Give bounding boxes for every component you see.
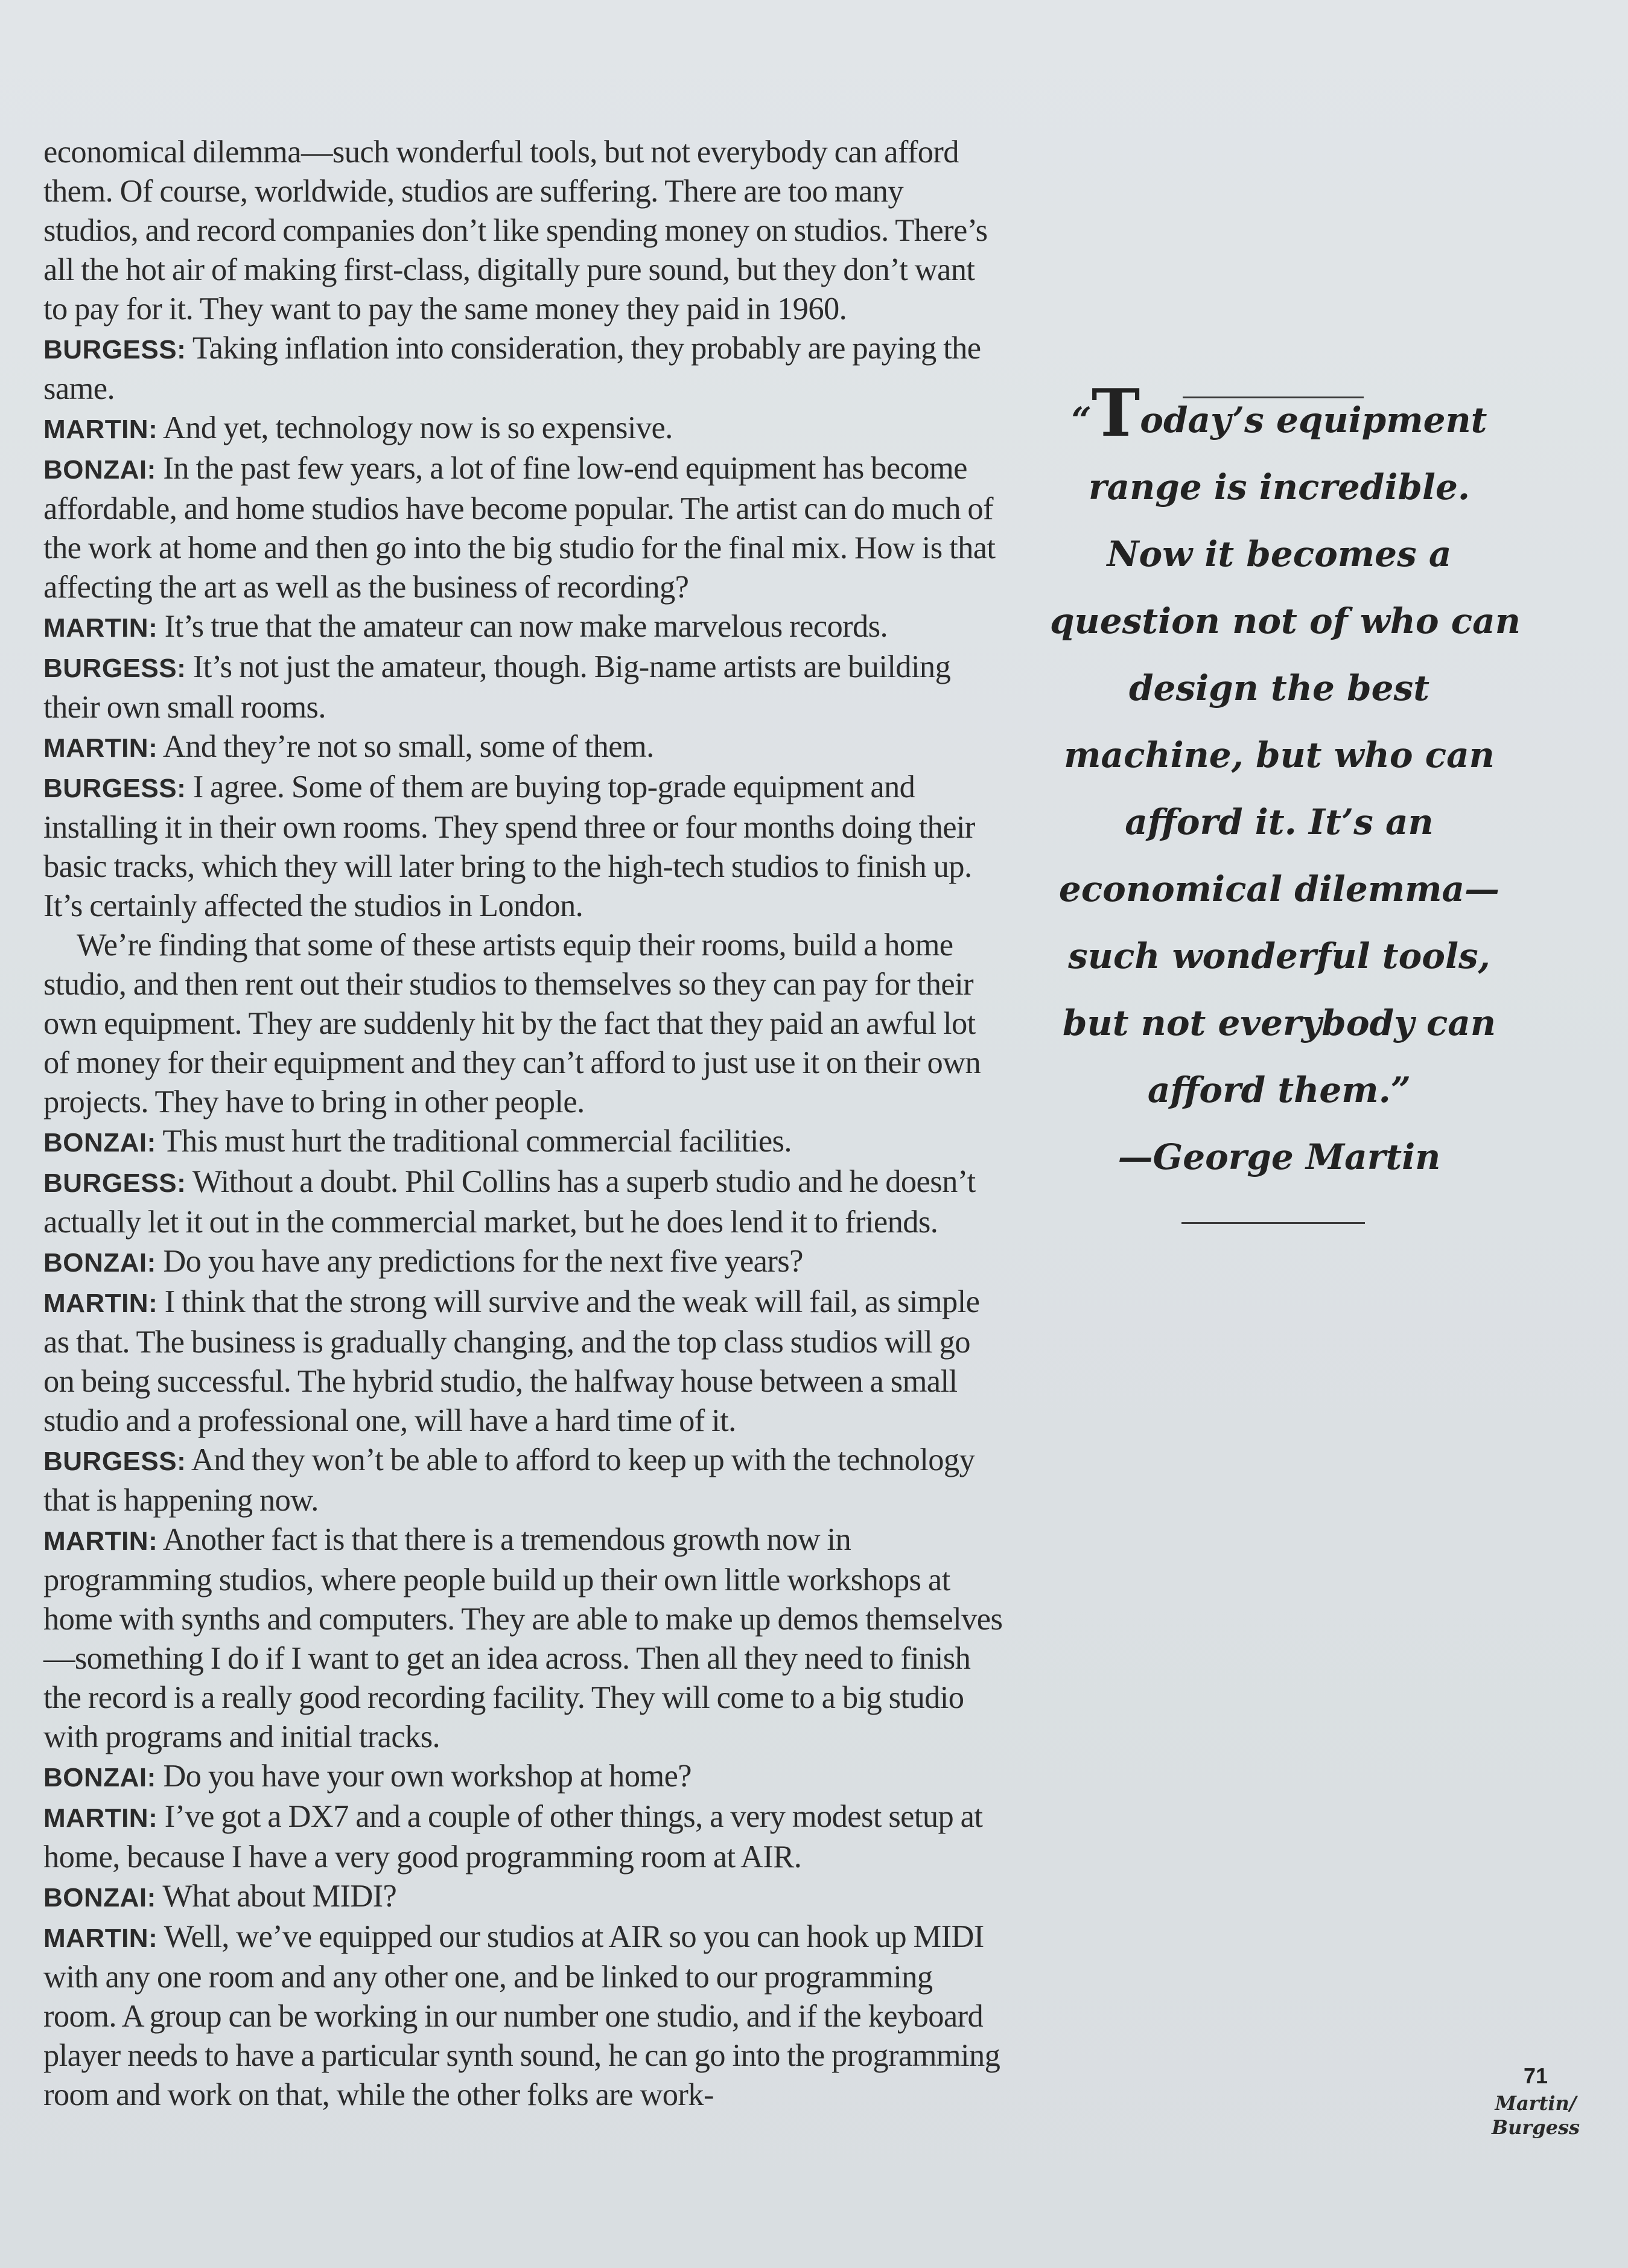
pull-quote-line: but not everybody can <box>1062 1002 1496 1043</box>
paragraph <box>43 329 1003 409</box>
pull-quote-bottom-rule <box>1181 1222 1365 1224</box>
page-folio <box>1472 2061 1599 2139</box>
pull-quote-line: economical dilemma— <box>1058 868 1500 909</box>
speaker-label: MARTIN: <box>43 1803 158 1833</box>
speaker-label: BONZAI: <box>43 1763 156 1792</box>
paragraph-text: And yet, technology now is so expensive. <box>157 410 673 445</box>
speaker-label: MARTIN: <box>43 733 158 763</box>
paragraph-text: And they won’t be able to afford to keep up with the technology that is happening now. <box>43 1442 975 1518</box>
paragraph-text: I think that the strong will survive and the weak will fail, as simple as that. The business is gradually changing, and the top class studios will go on being successful. The hybrid studio, the halfway house between a small studio and a professional one, will have a hard time of it. <box>43 1284 980 1438</box>
paragraph <box>43 1797 1003 1877</box>
speaker-label: MARTIN: <box>43 1526 158 1556</box>
speaker-label: BURGESS: <box>43 335 186 365</box>
speaker-label: MARTIN: <box>43 415 158 444</box>
drop-initial: T <box>1091 375 1140 451</box>
pull-quote-line: afford it. It’s an <box>1125 801 1434 843</box>
paragraph <box>43 607 1003 648</box>
paragraph-text: Well, we’ve equipped our studios at AIR so you can hook up MIDI with any one room and any other one, and be linked to our programming room. A group can be working in our number one studio, and if the keyboard player needs to have a particular synth sound, he can go into the programming room and work on that, while the other folks are work- <box>43 1919 1000 2112</box>
pull-quote-line: range is incredible. <box>1088 467 1471 508</box>
paragraph <box>43 133 1003 329</box>
paragraph <box>43 727 1003 768</box>
speaker-label: BONZAI: <box>43 1883 156 1913</box>
speaker-label: BURGESS: <box>43 1447 186 1476</box>
paragraph <box>43 1242 1003 1282</box>
paragraph-text: Do you have your own workshop at home? <box>156 1759 692 1794</box>
page-number: 71 <box>1523 2063 1548 2088</box>
open-quote-mark: “ <box>1071 400 1092 441</box>
paragraph-text: In the past few years, a lot of fine low-end equipment has become affordable, and home studios have become popular. The artist can do much of the work at home and then go into the big studio for the final mix. How is that affecting the art as well as the business of recording? <box>43 451 996 605</box>
running-head: Burgess <box>1492 2116 1580 2139</box>
speaker-label: BONZAI: <box>43 455 156 485</box>
paragraph <box>43 1282 1003 1441</box>
pull-quote-line <box>1050 375 1509 454</box>
pull-quote-line: Now it becomes a <box>1107 534 1452 575</box>
paragraph <box>43 1520 1003 1757</box>
paragraph <box>43 1757 1003 1797</box>
paragraph-text: I’ve got a DX7 and a couple of other things, a very modest setup at home, because I have a very good programming room at AIR. <box>43 1799 983 1875</box>
paragraph-text: Without a doubt. Phil Collins has a superb studio and he doesn’t actually let it out in the commercial market, but he does lend it to friends. <box>43 1164 976 1240</box>
pull-quote-line: design the best <box>1128 667 1429 709</box>
interview-text <box>43 133 1003 2115</box>
paragraph-text: I agree. Some of them are buying top-grade equipment and installing it in their own rooms. They spend three or four months doing their basic tracks, which they will later bring to the high-tech studios to finish up. It’s certainly affected the studios in London. <box>43 769 975 923</box>
pull-quote-attribution: —George Martin <box>1118 1136 1441 1177</box>
paragraph-text: Another fact is that there is a tremendous growth now in programming studios, where people build up their own little workshops at home with synths and computers. They are able to make up demos themselves—something I do if I want to get an idea across. Then all they need to finish the record is a really good recording facility. They will come to a big studio with programs and initial tracks. <box>43 1522 1003 1754</box>
paragraph <box>43 409 1003 449</box>
pull-quote-line: afford them.” <box>1147 1069 1411 1110</box>
speaker-label: BURGESS: <box>43 1168 186 1198</box>
paragraph <box>43 1877 1003 1917</box>
pull-quote-line: such wonderful tools, <box>1068 935 1490 976</box>
speaker-label: BURGESS: <box>43 774 186 803</box>
paragraph <box>43 1122 1003 1162</box>
paragraph-text: Do you have any predictions for the next five years? <box>156 1244 803 1279</box>
paragraph <box>43 1162 1003 1242</box>
speaker-label: MARTIN: <box>43 1288 158 1318</box>
paragraph-text: We’re finding that some of these artists equip their rooms, build a home studio, and then rent out their studios to themselves so they can pay for their own equipment. They are suddenly hit by the fact that they paid an awful lot of money for their equipment and they can’t afford to just use it on their own projects. They have to bring in other people. <box>43 928 981 1120</box>
paragraph <box>43 1441 1003 1520</box>
paragraph-text: It’s true that the amateur can now make marvelous records. <box>157 609 888 644</box>
speaker-label: BONZAI: <box>43 1128 156 1158</box>
paragraph-text: And they’re not so small, some of them. <box>157 729 654 764</box>
paragraph <box>43 449 1003 607</box>
running-head: Martin/ <box>1495 2092 1577 2115</box>
paragraph <box>43 648 1003 727</box>
pull-quote-line: question not of who can <box>1050 600 1521 642</box>
paragraph-text: economical dilemma—such wonderful tools, but not everybody can afford them. Of course, worldwide, studios are suffering. There are too many studios, and record companies don’t like spending money on studios. There’s all the hot air of making first-class, digitally pure sound, but they don’t want to pay for it. They want to pay the same money they paid in 1960. <box>43 135 988 327</box>
speaker-label: BURGESS: <box>43 654 186 683</box>
speaker-label: MARTIN: <box>43 1923 158 1953</box>
paragraph <box>43 926 1003 1122</box>
paragraph-text: What about MIDI? <box>156 1879 397 1914</box>
paragraph <box>43 768 1003 926</box>
paragraph-text: It’s not just the amateur, though. Big-name artists are building their own small rooms. <box>43 649 951 725</box>
paragraph <box>43 1917 1003 2115</box>
paragraph-text: Taking inflation into consideration, they probably are paying the same. <box>43 331 981 406</box>
pull-quote-line: machine, but who can <box>1064 734 1495 776</box>
pull-quote <box>1050 375 1521 1191</box>
paragraph-text: This must hurt the traditional commercial facilities. <box>156 1124 792 1159</box>
speaker-label: MARTIN: <box>43 613 158 643</box>
speaker-label: BONZAI: <box>43 1248 156 1278</box>
pull-quote-text: oday’s equipment <box>1140 400 1487 441</box>
